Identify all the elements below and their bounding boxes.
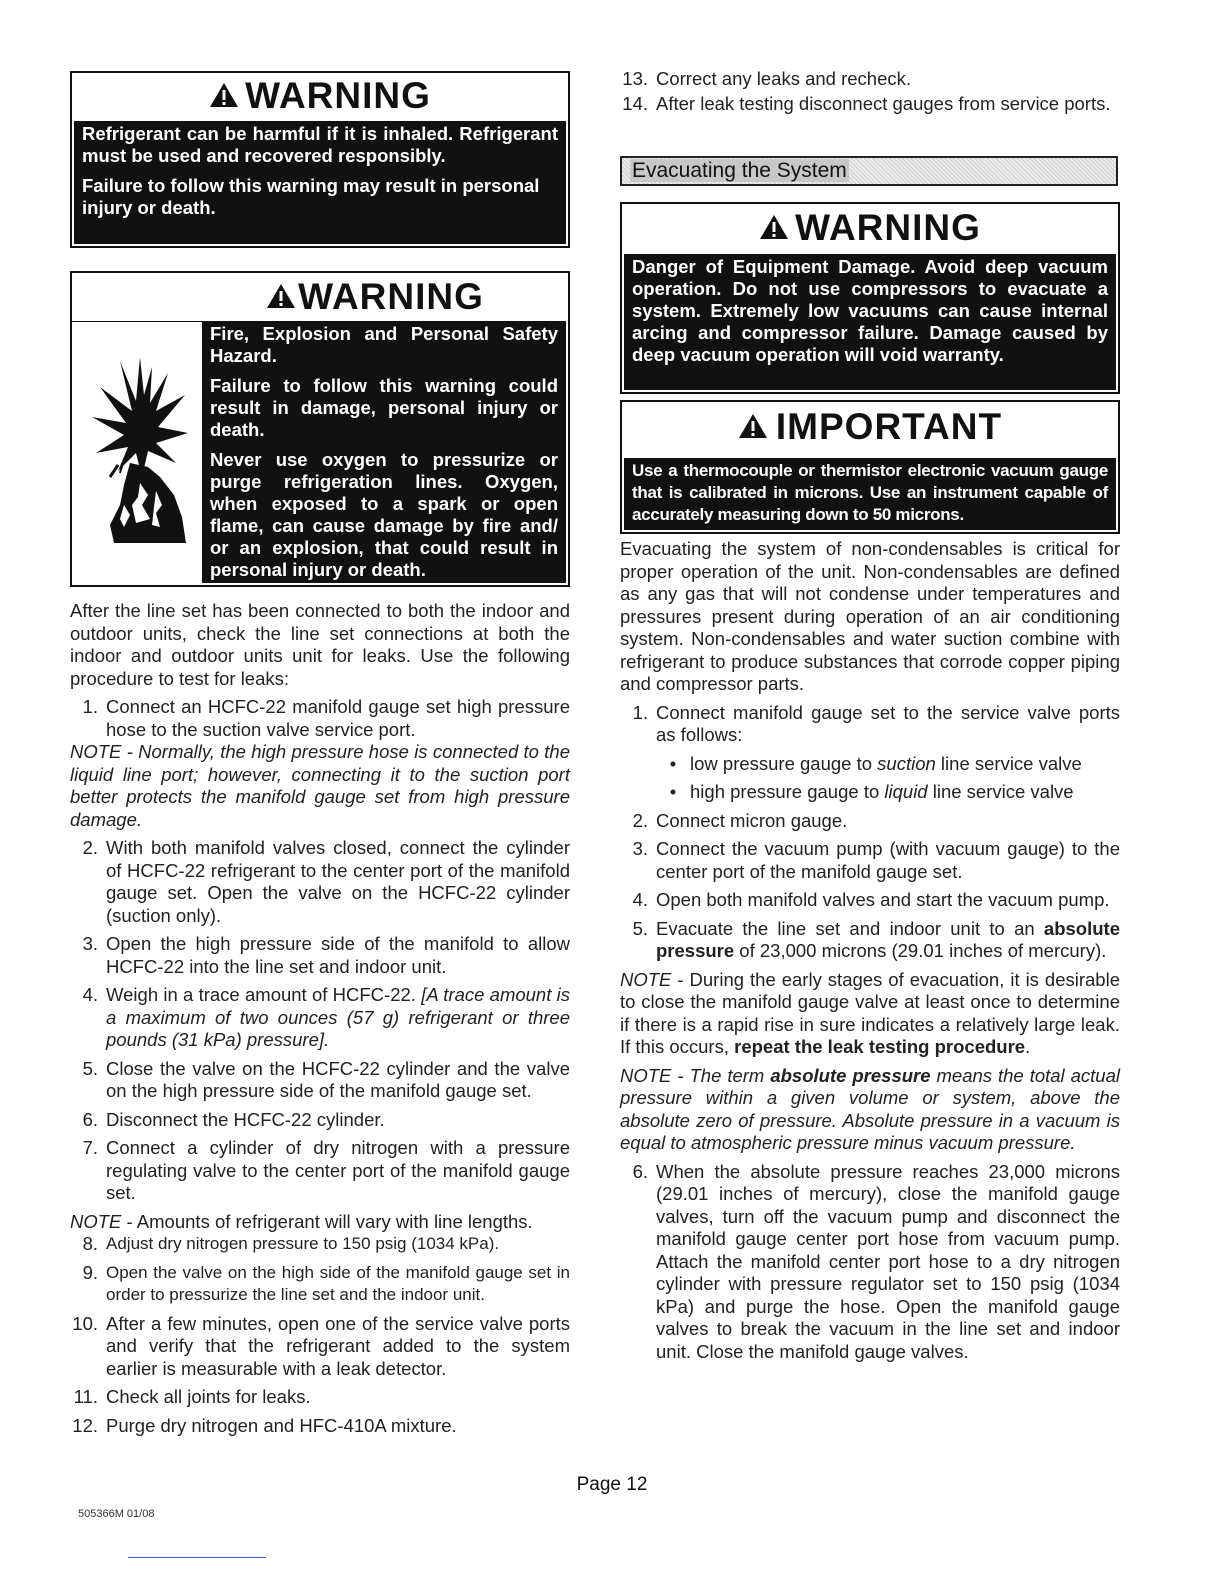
important-heading <box>622 402 1118 452</box>
list-text: Connect the vacuum pump (with vacuum gauge) to the center port of the manifold gauge set. <box>656 838 1120 882</box>
bullet-text-part: low pressure gauge to <box>690 752 878 774</box>
warning-box-equipment <box>620 202 1120 394</box>
warning-heading <box>72 273 568 321</box>
list-item <box>620 93 1120 116</box>
list-number: 13. <box>622 68 648 89</box>
list-number: 6. <box>82 1108 98 1130</box>
left-column-text <box>70 600 570 1437</box>
list-item <box>70 1415 570 1438</box>
warning-body <box>74 121 566 244</box>
list-number: 7. <box>82 1137 98 1158</box>
section-heading-text: Evacuating the System <box>632 159 847 182</box>
list-text-italic: [A trace amount is a maximum of two ounces (57 g) refrigerant or three pounds (31 kPa) pressure]. <box>106 984 570 1050</box>
list-text: Open the high pressure side of the manifold to allow HCFC-22 into the line set and indoor unit. <box>106 933 570 977</box>
warning-text: Failure to follow this warning could result in damage, personal injury or death. <box>210 375 558 440</box>
list-text: Correct any leaks and recheck. <box>656 68 912 89</box>
note-text: NOTE - The term <box>620 1064 771 1086</box>
list-number: 8. <box>82 1233 98 1254</box>
right-column-text <box>620 538 1120 1363</box>
list-number: 1. <box>82 696 98 717</box>
list-item <box>70 984 570 1052</box>
list-text: Connect micron gauge. <box>656 809 848 831</box>
list-item <box>70 1109 570 1132</box>
list-text-part: Evacuate the line set and indoor unit to an <box>656 917 1044 939</box>
important-box <box>620 400 1120 534</box>
list-number: 1. <box>632 701 648 723</box>
list-number: 4. <box>82 984 98 1005</box>
explosion-fire-icon <box>90 355 190 545</box>
list-text: With both manifold valves closed, connect the cylinder of HCFC-22 refrigerant to the center port of the manifold gauge set. Open the valve on the HCFC-22 cylinder (suction only). <box>106 837 570 926</box>
list-item <box>620 702 1120 747</box>
warning-heading-text: WARNING <box>795 207 981 248</box>
list-text-bold: absolute pressure <box>656 917 1120 961</box>
note <box>620 969 1120 1059</box>
warning-triangle-icon <box>209 75 239 117</box>
list-number: 3. <box>82 933 98 954</box>
list-item <box>620 810 1120 833</box>
document-code: 505366M 01/08 <box>78 1508 155 1520</box>
list-item <box>620 1161 1120 1364</box>
bullet-text-part: line service valve <box>927 781 1074 802</box>
leak-test-intro: After the line set has been connected to both the indoor and outdoor units, check the line set connections at both the indoor and outdoor units unit for leaks. Use the following procedure to test for leaks: <box>70 600 570 689</box>
bullet-text <box>690 753 1082 776</box>
bullet-icon: • <box>669 752 677 774</box>
note: NOTE - Normally, the high pressure hose is connected to the liquid line port; however, connecting it to the suction port better protects the manifold gauge set from high pressure damage. <box>70 741 570 830</box>
list-number: 9. <box>82 1261 98 1283</box>
list-text: After a few minutes, open one of the service valve ports and verify that the refrigerant added to the system earlier is measurable with a leak detector. <box>106 1312 570 1379</box>
note-label: NOTE <box>620 968 672 990</box>
bullet-icon: • <box>669 781 677 802</box>
list-text: Check all joints for leaks. <box>106 1386 311 1407</box>
list-text: Connect manifold gauge set to the service valve ports as follows: <box>656 701 1120 745</box>
list-number: 10. <box>72 1312 98 1334</box>
warning-divider <box>72 321 202 322</box>
list-item <box>620 838 1120 883</box>
list-item <box>70 1058 570 1103</box>
warning-text: Danger of Equipment Damage. Avoid deep vacuum operation. Do not use compressors to evacuate a system. Extremely low vacuums can cause internal arcing and compressor failure. Damage caused by deep vacuum operation will void warranty. <box>632 256 1108 365</box>
list-item <box>620 918 1120 963</box>
bullet-item <box>620 781 1120 804</box>
note-text: - During the early stages of evacuation, it is desirable to close the manifold gauge valve at least once to determine if there is a rapid rise in sure indicates a relatively large leak. If this occurs, <box>620 968 1120 1057</box>
list-text: Adjust dry nitrogen pressure to 150 psig (1034 kPa). <box>106 1234 500 1253</box>
warning-text: Refrigerant can be harmful if it is inhaled. Refrigerant must be used and recovered responsibly. <box>82 123 558 166</box>
list-text: Open both manifold valves and start the vacuum pump. <box>656 889 1110 910</box>
list-number: 11. <box>73 1386 98 1407</box>
list-text: After leak testing disconnect gauges from service ports. <box>656 92 1111 114</box>
list-item <box>70 1233 570 1256</box>
list-text: Close the valve on the HCFC-22 cylinder and the valve on the high pressure side of the manifold gauge set. <box>106 1057 570 1101</box>
list-text <box>106 984 570 1052</box>
warning-triangle-icon <box>738 406 768 448</box>
note-text-bold: absolute pressure <box>770 1064 931 1086</box>
warning-text: Never use oxygen to pressurize or purge refrigeration lines. Oxygen, when exposed to a spark or open flame, can cause damage by fire and/ or an explosion, that could result in personal injury or death. <box>210 449 558 580</box>
list-item <box>70 696 570 741</box>
list-number: 14. <box>622 92 648 114</box>
note <box>70 1211 570 1234</box>
warning-heading <box>622 204 1118 252</box>
list-number: 2. <box>82 837 98 858</box>
section-heading-evacuating <box>620 156 1118 186</box>
list-number: 5. <box>632 917 648 939</box>
list-item <box>620 68 1120 91</box>
list-number: 12. <box>72 1414 98 1436</box>
bullet-text-italic: liquid <box>884 781 928 802</box>
list-item <box>70 1313 570 1381</box>
list-text: When the absolute pressure reaches 23,000 microns (29.01 inches of mercury), close the manifold gauge valves, turn off the vacuum pump and disconnect the manifold gauge center port hose from vacuum pump. Attach the manifold center port hose to a dry nitrogen cylinder with pressure regulator set to 150 psig (1034 kPa) and purge the hose. Open the manifold gauge valves to break the vacuum in the line set and indoor unit. Close the manifold gauge valves. <box>656 1160 1120 1362</box>
bullet-text-part: line service valve <box>935 752 1082 774</box>
evacuation-intro: Evacuating the system of non-condensables is critical for proper operation of the unit. Non-condensables are defined as any gas that will not condense under temperatures and pressures present during operation of an air conditioning system. Non-condensables and water suction combine with refrigerant to produce substances that corrode copper piping and compressor parts. <box>620 538 1120 694</box>
bullet-item <box>620 753 1120 776</box>
note-text: means the total actual pressure within a given volume or system, above the absolute zero of pressure. Absolute pressure in a vacuum is equal to atmospheric pressure minus vacuum pressure. <box>620 1064 1120 1153</box>
list-text: Open the valve on the high side of the manifold gauge set in order to pressurize the line set and the indoor unit. <box>106 1262 570 1304</box>
list-number: 4. <box>632 889 648 910</box>
list-text-part: of 23,000 microns (29.01 inches of mercury). <box>734 940 1107 961</box>
important-text: Use a thermocouple or thermistor electronic vacuum gauge that is calibrated in microns. Use an instrument capable of accurately measuring down to 50 microns. <box>632 461 1108 524</box>
warning-triangle-icon <box>266 276 296 318</box>
warning-body <box>624 254 1116 390</box>
bullet-text <box>690 781 1074 804</box>
important-heading-text: IMPORTANT <box>775 406 1003 447</box>
warning-box-fire <box>70 271 570 587</box>
note-text-bold: repeat the leak testing procedure <box>734 1036 1026 1057</box>
list-item <box>620 889 1120 912</box>
list-number: 5. <box>82 1057 98 1079</box>
note <box>620 1065 1120 1155</box>
important-body <box>624 458 1116 530</box>
right-column-top-text <box>620 68 1120 115</box>
warning-heading-text: WARNING <box>245 75 431 116</box>
list-text: Disconnect the HCFC-22 cylinder. <box>106 1108 385 1130</box>
list-number: 2. <box>632 809 648 831</box>
warning-text: Failure to follow this warning may result in personal injury or death. <box>82 175 540 218</box>
list-item <box>70 837 570 927</box>
bullet-text-italic: suction <box>877 752 936 774</box>
list-number: 6. <box>632 1160 648 1182</box>
list-number: 3. <box>632 838 648 859</box>
list-text: Connect a cylinder of dry nitrogen with a pressure regulating valve to the center port of the manifold gauge set. <box>106 1137 570 1203</box>
note-label: NOTE <box>70 1210 122 1232</box>
warning-triangle-icon <box>759 207 789 249</box>
warning-box-refrigerant <box>70 71 570 248</box>
list-text: Connect an HCFC-22 manifold gauge set high pressure hose to the suction valve service port. <box>106 696 570 740</box>
note-text: . <box>1025 1036 1031 1057</box>
list-item <box>70 1137 570 1205</box>
list-text: Purge dry nitrogen and HFC-410A mixture. <box>106 1414 457 1436</box>
page-number: Page 12 <box>576 1474 648 1495</box>
warning-heading-text: WARNING <box>298 276 484 317</box>
warning-text: Fire, Explosion and Personal Safety Hazard. <box>210 323 558 366</box>
list-item <box>70 1386 570 1409</box>
list-item <box>70 1262 570 1307</box>
list-text <box>656 918 1120 963</box>
bullet-text-part: high pressure gauge to <box>690 781 885 802</box>
list-item <box>70 933 570 978</box>
footer-divider <box>128 1557 266 1558</box>
note-text: - Amounts of refrigerant will vary with line lengths. <box>121 1210 533 1232</box>
warning-heading <box>72 73 568 119</box>
warning-body <box>202 321 566 583</box>
list-text-part: Weigh in a trace amount of HCFC-22. <box>106 984 422 1005</box>
